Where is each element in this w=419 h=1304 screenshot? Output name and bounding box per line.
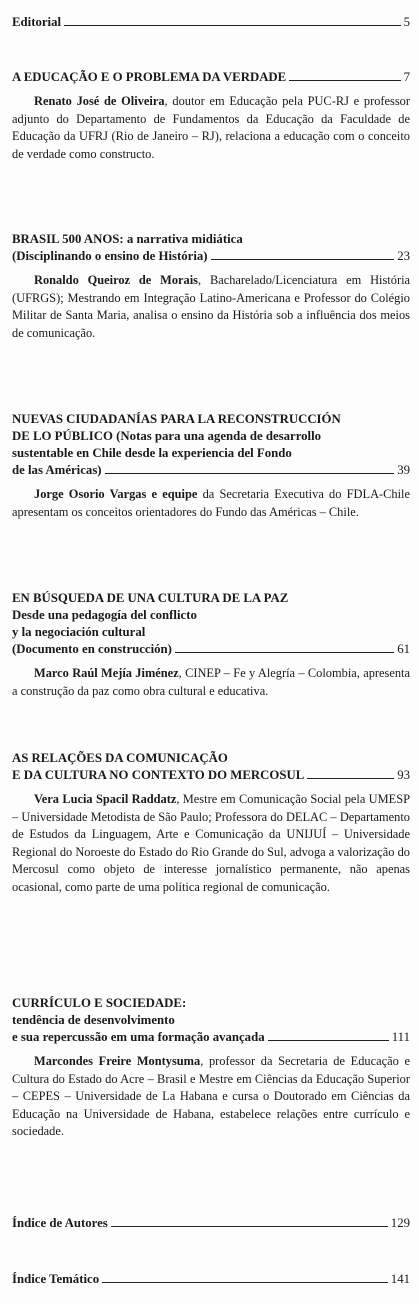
author-name: Ronaldo Queiroz de Morais [34, 273, 199, 287]
author-bio: , Bacharelado/Licenciatura em História (UFRGS); Mestrando em Integração Latino-Americana e Professor do Colégio Militar de Santa Maria, analisa o ensino da História sob a influência dos meios de comunicação. [12, 273, 411, 340]
page-number: 111 [391, 1030, 410, 1044]
toc-title-line [12, 767, 410, 784]
entry-title-line-1: EN BÚSQUEDA DE UNA CULTURA DE LA PAZ [12, 591, 289, 605]
page-number: 7 [403, 70, 410, 84]
author-bio: , CINEP – Fe y Alegría – Colombia, apresenta a construção da paz como obra cultural e educativa. [12, 666, 410, 698]
entry-title: Editorial [12, 15, 62, 29]
entry-title-line-1: CURRÍCULO E SOCIEDADE: [12, 996, 187, 1010]
toc-title-line [12, 248, 410, 265]
entry-title: A EDUCAÇÃO E O PROBLEMA DA VERDADE [12, 70, 287, 84]
leader-line [307, 778, 394, 779]
entry-title-line-2: Desde una pedagogía del conflicto [12, 608, 197, 622]
author-name: Vera Lucia Spacil Raddatz [34, 792, 177, 806]
page-number: 129 [390, 1216, 410, 1230]
leader-line [105, 473, 395, 474]
leader-line [175, 652, 394, 653]
entry-description [12, 93, 410, 163]
entry-title-line-2: E DA CULTURA NO CONTEXTO DO MERCOSUL [12, 768, 305, 782]
author-bio: da Secretaria Executiva do FDLA-Chile apresentam os conceitos orientadores do Fundo das Américas – Chile. [12, 487, 410, 519]
entry-title: Índice de Autores [12, 1216, 108, 1230]
toc-title-line [12, 14, 410, 31]
leader-line [289, 80, 400, 81]
entry-title-line-1: NUEVAS CIUDADANÍAS PARA LA RECONSTRUCCIÓN [12, 412, 341, 426]
entry-title: Índice Temático [12, 1272, 100, 1286]
entry-description [12, 486, 410, 521]
author-name: Jorge Osorio Vargas e equipe [34, 487, 198, 501]
author-bio: , doutor em Educação pela PUC-RJ e professor adjunto do Departamento de Fundamentos da Educação da Faculdade de Educação da UFRJ (Rio de Janeiro – RJ), relaciona a educação com o conceito de verdade como constructo. [12, 94, 410, 161]
toc-title-line [12, 462, 410, 479]
entry-title-line-2: (Disciplinando o ensino de História) [12, 249, 208, 263]
page-number: 5 [403, 15, 410, 29]
entry-title-line-2: tendência de desenvolvimento [12, 1013, 175, 1027]
entry-description [12, 665, 410, 700]
toc-entry-curriculo [12, 995, 410, 1141]
leader-line [268, 1040, 389, 1041]
toc-entry-mercosul [12, 750, 410, 896]
toc-title-line [12, 1215, 410, 1232]
author-name: Renato José de Oliveira [34, 94, 165, 108]
entry-description [12, 791, 410, 896]
entry-title-line-3: y la negociación cultural [12, 625, 146, 639]
toc-entry-cultura-de-la-paz [12, 590, 410, 700]
toc-entry-educacao [12, 69, 410, 163]
toc-entry-nuevas-ciudadanias [12, 411, 410, 521]
entry-title-line-1: BRASIL 500 ANOS: a narrativa midiática [12, 232, 243, 246]
page-number: 23 [397, 249, 410, 263]
author-bio: , professor da Secretaria de Educação e Cultura do Estado do Acre – Brasil e Mestre em Ciências da Educação Superior – CEPES – Universidade de La Habana e cursa o Doutorado em Ciências da Educação na Universidade de Habana, estabelece relações entre currículo e sociedade. [12, 1054, 410, 1138]
toc-title-line [12, 641, 410, 658]
leader-line [64, 25, 401, 26]
toc-entry-indice-tematico [12, 1271, 410, 1288]
entry-title-line-4: (Documento en construcción) [12, 642, 172, 656]
author-name: Marco Raúl Mejía Jiménez [34, 666, 179, 680]
toc-title-line [12, 1271, 410, 1288]
page-number: 39 [397, 463, 410, 477]
leader-line [102, 1282, 388, 1283]
toc-entry-indice-autores [12, 1215, 410, 1232]
author-bio: , Mestre em Comunicação Social pela UMESP – Universidade Metodista de São Paulo; Professora do DELAC – Departamento de Estudos da Linguagem, Arte e Comunicação da UNIJUÍ – Universidade Regional do Noroeste do Estado do Rio Grande do Sul, advoga a valorização do Mercosul como objeto de interesse jornalístico permanente, não apenas ocasional, como parte de uma política regional de comunicação. [12, 792, 410, 894]
page-number: 93 [397, 768, 410, 782]
entry-title-line-2: DE LO PÚBLICO (Notas para una agenda de desarrollo [12, 429, 322, 443]
page-number: 61 [397, 642, 410, 656]
toc-title-line [12, 69, 410, 86]
entry-description [12, 272, 410, 342]
entry-title-line-4: de las Américas) [12, 463, 102, 477]
page-number: 141 [390, 1272, 410, 1286]
entry-title-line-1: AS RELAÇÕES DA COMUNICAÇÃO [12, 751, 228, 765]
entry-title-line-3: e sua repercussão em uma formação avançada [12, 1030, 265, 1044]
leader-line [111, 1226, 388, 1227]
toc-entry-editorial [12, 14, 410, 31]
toc-entry-brasil-500 [12, 231, 410, 342]
author-name: Marcondes Freire Montysuma [34, 1054, 201, 1068]
entry-title-line-3: sustentable en Chile desde la experiencia del Fondo [12, 446, 292, 460]
toc-title-line [12, 1029, 410, 1046]
leader-line [211, 259, 395, 260]
entry-description [12, 1053, 410, 1141]
